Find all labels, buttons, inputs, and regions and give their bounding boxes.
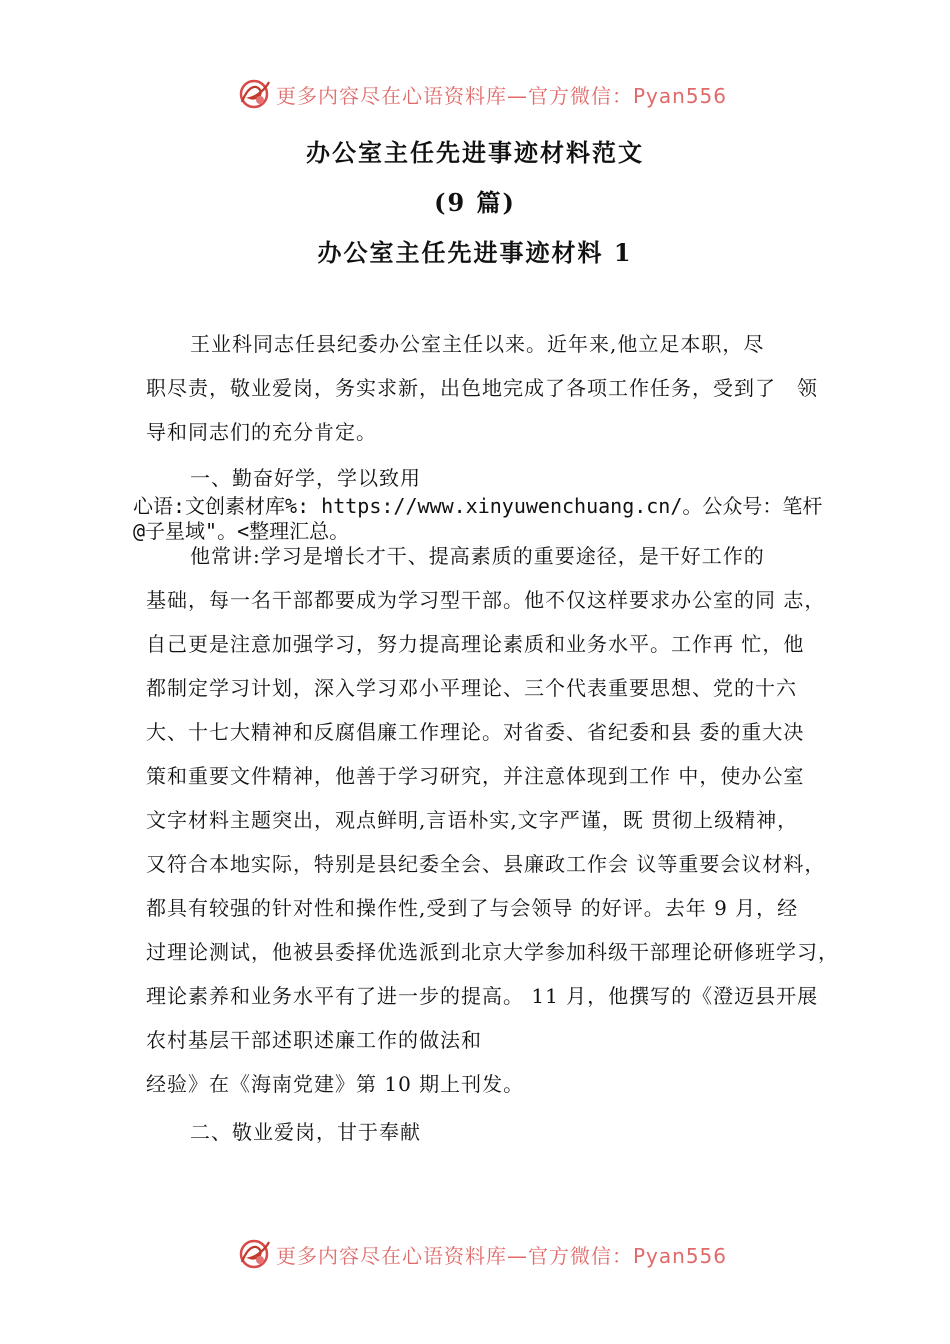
paragraph-line: 经验》在《海南党建》第 10 期上刊发。 xyxy=(146,1072,525,1096)
paragraph-line: 策和重要文件精神，他善于学习研究，并注意体现到工作 中，使办公室 xyxy=(146,764,805,788)
paragraph-line: 农村基层干部述职述廉工作的做法和 xyxy=(146,1028,482,1052)
paragraph-line: 职尽责，敬业爱岗，务实求新，出色地完成了各项工作任务，受到了 领 xyxy=(146,376,818,400)
paragraph-line: 又符合本地实际，特别是县纪委全会、县廉政工作会 议等重要会议材料， xyxy=(146,852,826,876)
watermark-line: 心语:文创素材库%: https://www.xinyuwenchuang.cn/。公众号：笔杆 xyxy=(133,494,823,518)
watermark-line: @子星域"。<整理汇总。 xyxy=(133,519,350,543)
paragraph-line: 自己更是注意加强学习，努力提高理论素质和业务水平。工作再 忙，他 xyxy=(146,632,805,656)
paragraph-line: 都制定学习计划，深入学习邓小平理论、三个代表重要思想、党的十六 xyxy=(146,676,797,700)
section-heading: 一、勤奋好学，学以致用 xyxy=(190,466,421,490)
paragraph-line: 基础，每一名干部都要成为学习型干部。他不仅这样要求办公室的同 志， xyxy=(146,588,826,612)
paragraph-line: 王业科同志任县纪委办公室主任以来。近年来,他立足本职，尽 xyxy=(190,332,765,356)
banner-text: 更多内容尽在心语资料库—官方微信：Pyan556 xyxy=(276,1244,728,1268)
paragraph-line: 大、十七大精神和反腐倡廉工作理论。对省委、省纪委和县 委的重大决 xyxy=(146,720,805,744)
banner-text: 更多内容尽在心语资料库—官方微信：Pyan556 xyxy=(276,84,728,108)
footer-banner xyxy=(0,1232,950,1272)
section-heading: 二、敬业爱岗，甘于奉献 xyxy=(190,1120,421,1144)
paragraph-line: 理论素养和业务水平有了进一步的提高。 11 月，他撰写的《澄迈县开展 xyxy=(146,984,819,1008)
signature-logo-icon xyxy=(236,1236,272,1272)
paragraph-line: 导和同志们的充分肯定。 xyxy=(146,420,377,444)
document-subtitle: (9 篇) xyxy=(434,188,516,217)
header-banner xyxy=(0,72,950,112)
signature-logo-icon xyxy=(236,76,272,112)
paragraph-line: 文字材料主题突出，观点鲜明,言语朴实,文字严谨，既 贯彻上级精神， xyxy=(146,808,799,832)
paragraph-line: 他常讲:学习是增长才干、提高素质的重要途径，是干好工作的 xyxy=(190,544,765,568)
document-title: 办公室主任先进事迹材料范文 xyxy=(306,138,644,167)
paragraph-line: 都具有较强的针对性和操作性,受到了与会领导 的好评。去年 9 月，经 xyxy=(146,896,799,920)
section-title: 办公室主任先进事迹材料 1 xyxy=(317,238,633,267)
paragraph-line: 过理论测试，他被县委择优选派到北京大学参加科级干部理论研修班学习， xyxy=(146,940,839,964)
